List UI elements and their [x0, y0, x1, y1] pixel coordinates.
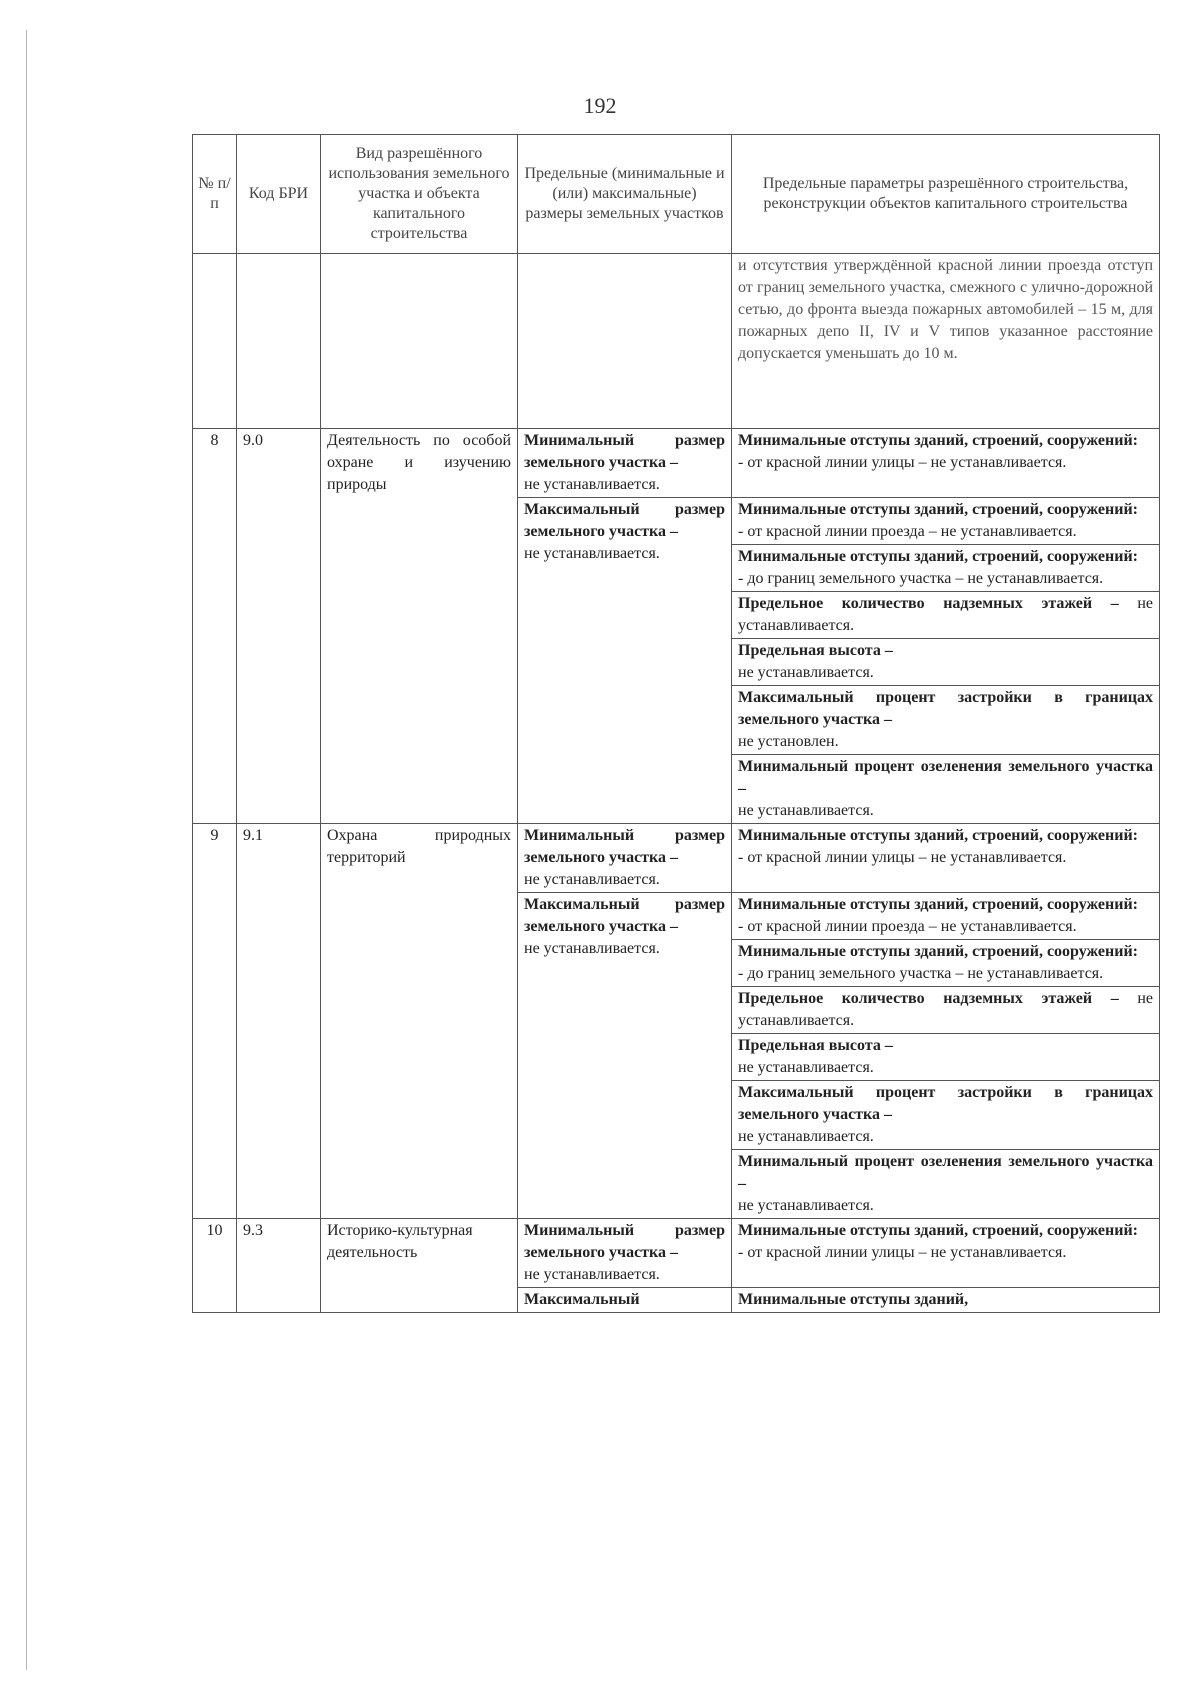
max-plot-size-label: Максимальный: [524, 1291, 640, 1308]
param-label: Минимальный процент озеленения земельного участка –: [738, 1153, 1153, 1192]
param-label: Предельное количество надземных этажей –: [738, 990, 1119, 1007]
row-permitted-use: Историко-культурная деятельность: [321, 1219, 518, 1313]
header-row: [193, 135, 1160, 254]
param-label: Предельное количество надземных этажей –: [738, 595, 1119, 612]
param-text: не устанавливается.: [738, 1197, 874, 1214]
param-cell: [732, 987, 1160, 1034]
param-cell: [732, 1034, 1160, 1081]
row-code: 9.1: [237, 824, 321, 1219]
header-no: № п/п: [193, 135, 237, 254]
param-text: не устанавливается.: [738, 802, 874, 819]
table-row-10: [193, 1219, 1160, 1288]
max-plot-size-label: Максимальный размер земельного участка –: [524, 896, 725, 935]
min-plot-size-label: Минимальный размер земельного участка –: [524, 432, 725, 471]
param-label: Минимальный процент озеленения земельного участка –: [738, 758, 1153, 797]
param-text: не устанавливается.: [738, 1128, 874, 1145]
param-cell: [732, 1219, 1160, 1288]
zoning-parameters-table: [192, 134, 1160, 1313]
max-plot-size-value: не устанавливается.: [524, 545, 660, 562]
header-code: Код БРИ: [237, 135, 321, 254]
cell-empty: [193, 254, 237, 429]
param-cell: [732, 1081, 1160, 1150]
min-plot-size-cell: [518, 824, 732, 893]
param-text: не установлен.: [738, 733, 839, 750]
param-text: не устанавливается.: [738, 664, 874, 681]
param-label: Минимальные отступы зданий, строений, сооружений:: [738, 501, 1138, 518]
param-label: Максимальный процент застройки в границах земельного участка –: [738, 689, 1153, 728]
param-text: - от красной линии проезда – не устанавливается.: [738, 918, 1077, 935]
param-cell: [732, 824, 1160, 893]
min-plot-size-value: не устанавливается.: [524, 871, 660, 888]
param-label: Минимальные отступы зданий, строений, сооружений:: [738, 1222, 1138, 1239]
min-plot-size-cell: [518, 429, 732, 498]
param-text: - до границ земельного участка – не устанавливается.: [738, 965, 1104, 982]
min-plot-size-cell: [518, 1219, 732, 1288]
param-label: Минимальные отступы зданий, строений, сооружений:: [738, 943, 1138, 960]
cell-empty: [518, 254, 732, 429]
max-plot-size-label: Максимальный размер земельного участка –: [524, 501, 725, 540]
min-plot-size-value: не устанавливается.: [524, 476, 660, 493]
row-permitted-use: Деятельность по особой охране и изучению природы: [321, 429, 518, 824]
page-number: 192: [583, 93, 617, 118]
max-plot-size-value: не устанавливается.: [524, 940, 660, 957]
max-plot-size-cell: [518, 498, 732, 824]
param-cell: [732, 686, 1160, 755]
param-cell: [732, 592, 1160, 639]
row-number: 10: [193, 1219, 237, 1313]
scan-edge-line: [26, 30, 27, 1670]
param-cell: [732, 429, 1160, 498]
max-plot-size-cell: [518, 893, 732, 1219]
param-label: Минимальные отступы зданий, строений, сооружений:: [738, 896, 1138, 913]
min-plot-size-label: Минимальный размер земельного участка –: [524, 1222, 725, 1261]
row-permitted-use: Охрана природных территорий: [321, 824, 518, 1219]
param-cell: [732, 1288, 1160, 1313]
param-cell: [732, 498, 1160, 545]
param-cell: [732, 545, 1160, 592]
row-code: 9.3: [237, 1219, 321, 1313]
param-text: не устанавливается.: [738, 595, 1154, 634]
param-cell: [732, 893, 1160, 940]
param-text: не устанавливается.: [738, 990, 1154, 1029]
row-code: 9.0: [237, 429, 321, 824]
param-text: - от красной линии проезда – не устанавливается.: [738, 523, 1077, 540]
param-text: не устанавливается.: [738, 1059, 874, 1076]
param-cell: [732, 639, 1160, 686]
table-row-continuation: [193, 254, 1160, 429]
param-label: Минимальные отступы зданий,: [738, 1291, 969, 1308]
row-number: 8: [193, 429, 237, 824]
cell-empty: [321, 254, 518, 429]
cell-empty: [237, 254, 321, 429]
header-permitted-use: Вид разрешённого использования земельного участка и объекта капитального строительства: [321, 135, 518, 254]
param-text: - до границ земельного участка – не устанавливается.: [738, 570, 1104, 587]
param-text: - от красной линии улицы – не устанавливается.: [738, 454, 1067, 471]
min-plot-size-value: не устанавливается.: [524, 1266, 660, 1283]
param-label: Минимальные отступы зданий, строений, сооружений:: [738, 827, 1138, 844]
continuation-text: и отсутствия утверждённой красной линии проезда отступ от границ земельного участка, смежного с улично-дорожной сетью, до фронта выезда пожарных автомобилей – 15 м, для пожарных депо II, IV и V типов указанное расстояние допускается уменьшать до 10 м.: [732, 254, 1160, 429]
min-plot-size-label: Минимальный размер земельного участка –: [524, 827, 725, 866]
param-cell: [732, 755, 1160, 824]
table-header: [193, 135, 1160, 254]
row-number: 9: [193, 824, 237, 1219]
param-text: - от красной линии улицы – не устанавливается.: [738, 849, 1067, 866]
max-plot-size-cell: [518, 1288, 732, 1313]
param-label: Предельная высота –: [738, 642, 893, 659]
param-label: Минимальные отступы зданий, строений, сооружений:: [738, 432, 1138, 449]
header-plot-size: Предельные (минимальные и (или) максимальные) размеры земельных участков: [518, 135, 732, 254]
param-label: Предельная высота –: [738, 1037, 893, 1054]
param-cell: [732, 1150, 1160, 1219]
param-label: Максимальный процент застройки в границах земельного участка –: [738, 1084, 1153, 1123]
param-cell: [732, 940, 1160, 987]
table-row-8: [193, 429, 1160, 498]
param-label: Минимальные отступы зданий, строений, сооружений:: [738, 548, 1138, 565]
header-construction-params: Предельные параметры разрешённого строительства, реконструкции объектов капитального строительства: [732, 135, 1160, 254]
param-text: - от красной линии улицы – не устанавливается.: [738, 1244, 1067, 1261]
table-row-9: [193, 824, 1160, 893]
